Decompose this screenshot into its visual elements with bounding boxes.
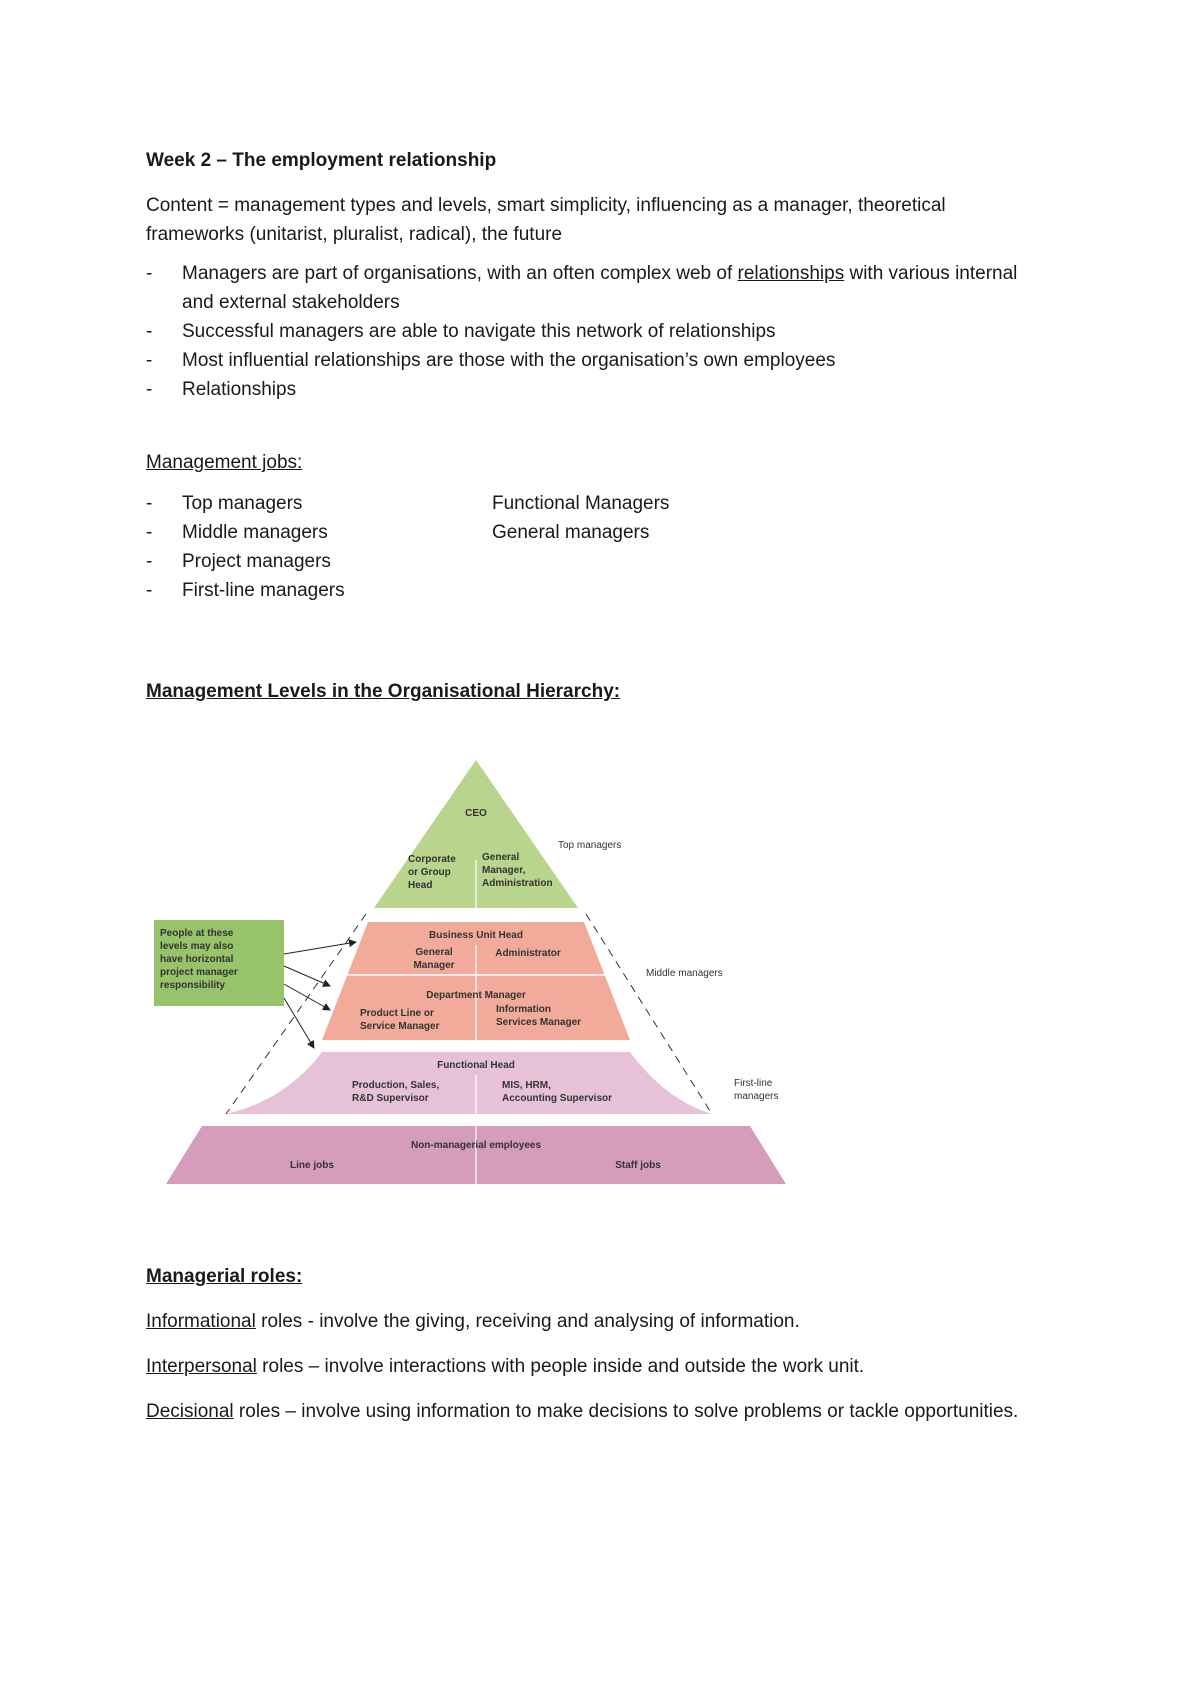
role-text: roles – involve interactions with people inside and outside the work unit. [256, 1356, 865, 1377]
mis-label: Accounting Supervisor [502, 1093, 613, 1104]
side-note-text: People at these [160, 928, 234, 939]
ceo-label: CEO [465, 808, 487, 819]
arrow [284, 984, 330, 1010]
non-managerial-label: Non-managerial employees [410, 1140, 542, 1151]
arrow [284, 998, 314, 1048]
management-jobs-list [146, 489, 1046, 605]
decisional-roles [146, 1397, 1046, 1426]
hierarchy-diagram [146, 730, 806, 1200]
interpersonal-word: Interpersonal [146, 1356, 257, 1377]
mis-label: MIS, HRM, [502, 1080, 551, 1091]
gm-admin-label: Manager, [482, 865, 526, 876]
functional-head-label: Functional Head [437, 1060, 515, 1071]
side-note-text: responsibility [160, 980, 226, 991]
corporate-label: Head [408, 880, 433, 891]
pyramid-svg [146, 730, 806, 1200]
middle-managers-label: Middle managers [646, 968, 723, 979]
first-line-label: managers [734, 1091, 779, 1102]
list-item: - Successful managers are able to navigate this network of relationships [146, 317, 1046, 346]
bullet-text: Managers are part of organisations, with an often complex web of [182, 263, 738, 284]
department-manager-label: Department Manager [426, 990, 526, 1001]
relationship-bullets [146, 259, 1046, 404]
roles-heading: Managerial roles: [146, 1266, 303, 1287]
information-services-label: Information [496, 1004, 551, 1015]
gm-admin-label: General [482, 852, 520, 863]
gm-admin-label: Administration [482, 878, 553, 889]
content-summary: Content = management types and levels, smart simplicity, influencing as a manager, theoretical frameworks (unitarist, pluralist, radical), the future [146, 195, 946, 245]
role-text: roles - involve the giving, receiving and analysing of information. [255, 1311, 800, 1332]
relationships-underline: relationships [737, 263, 845, 284]
product-line-label: Product Line or [360, 1008, 434, 1019]
general-manager-label: General [415, 947, 453, 958]
bullet-text: with various internal and external stakeholders [182, 263, 1018, 313]
informational-word: Informational [146, 1311, 256, 1332]
managerial-roles [146, 1262, 1046, 1442]
informational-roles [146, 1307, 1046, 1336]
production-label: Production, Sales, [352, 1080, 440, 1091]
list-item: - Most influential relationships are those with the organisation’s own employees [146, 346, 1046, 375]
list-item: - Relationships [146, 375, 1046, 404]
jobs-right-list [492, 489, 669, 547]
role-text: roles – involve using information to make decisions to solve problems or tackle opportunities. [233, 1401, 1019, 1422]
list-item: - First-line managers [146, 576, 1046, 605]
management-jobs-heading: Management jobs: [146, 452, 303, 473]
staff-jobs-label: Staff jobs [615, 1160, 661, 1171]
list-item: - Middle managers [146, 518, 1046, 547]
list-item: - Top managers [146, 489, 1046, 518]
product-line-label: Service Manager [360, 1021, 440, 1032]
corporate-label: Corporate [408, 854, 456, 865]
line-jobs-label: Line jobs [290, 1160, 334, 1171]
side-note-text: have horizontal [160, 954, 234, 965]
list-item [146, 259, 1046, 317]
arrow [284, 942, 356, 954]
interpersonal-roles [146, 1352, 1046, 1381]
side-note-text: levels may also [160, 941, 234, 952]
decisional-word: Decisional [146, 1401, 234, 1422]
list-item: - Project managers [146, 547, 1046, 576]
production-label: R&D Supervisor [352, 1093, 429, 1104]
list-item: General managers [492, 522, 650, 543]
side-note-text: project manager [160, 967, 238, 978]
page-title: Week 2 – The employment relationship [146, 150, 497, 171]
administrator-label: Administrator [495, 948, 561, 959]
list-item: Functional Managers [492, 493, 670, 514]
hierarchy-heading: Management Levels in the Organisational Hierarchy: [146, 681, 621, 702]
document-body [146, 146, 1046, 718]
first-line-label: First-line [734, 1078, 773, 1089]
general-manager-label: Manager [413, 960, 455, 971]
business-unit-head-label: Business Unit Head [429, 930, 523, 941]
top-managers-label: Top managers [558, 840, 622, 851]
corporate-label: or Group [408, 867, 451, 878]
information-services-label: Services Manager [496, 1017, 582, 1028]
